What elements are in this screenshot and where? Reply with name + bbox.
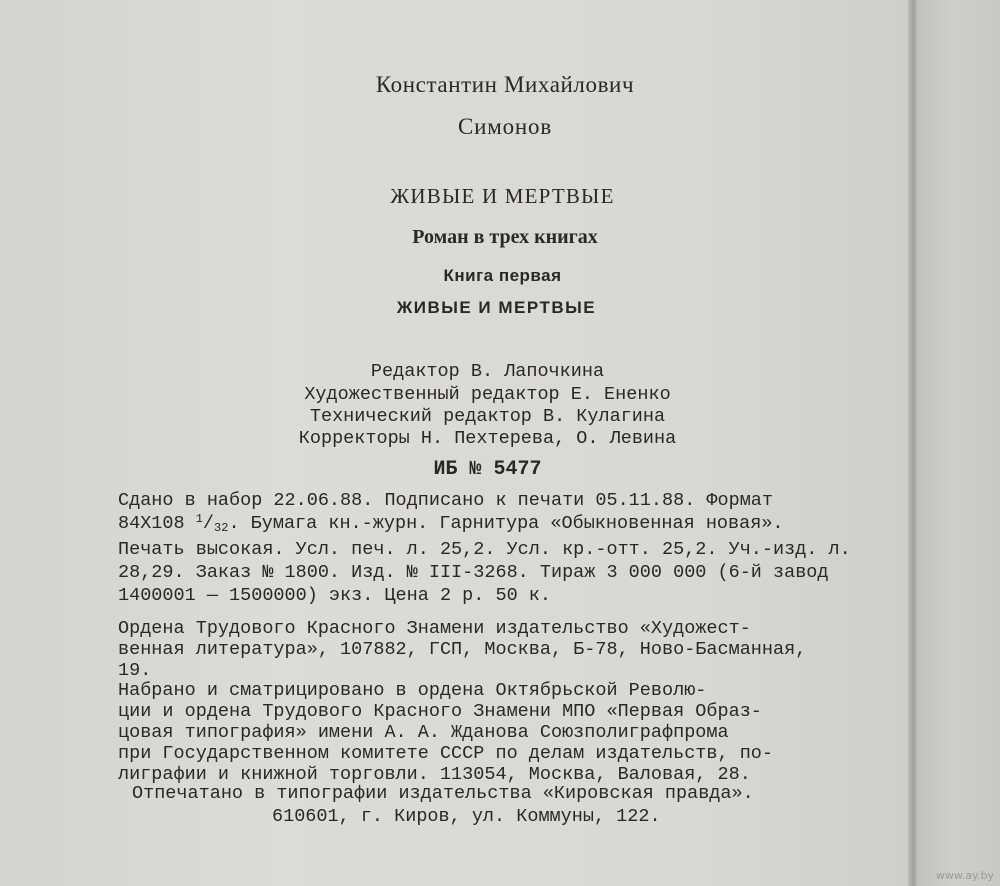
format-denominator: 32 <box>214 521 229 535</box>
author-surname: Симонов <box>458 114 552 139</box>
format-slash: / <box>202 513 215 534</box>
format-numerator: 1 <box>195 512 203 526</box>
printer-line: цовая типография» имени А. А. Жданова Союзполиграфпрома <box>118 722 729 743</box>
work-subtitle: Роман в трех книгах <box>412 226 598 248</box>
printer-address-line: 610601, г. Киров, ул. Коммуны, 122. <box>272 806 661 827</box>
book-title: ЖИВЫЕ И МЕРТВЫЕ <box>396 298 597 317</box>
proofreaders-line: Корректоры Н. Пехтерева, О. Левина <box>298 428 677 449</box>
ib-number: ИБ № 5477 <box>433 458 542 481</box>
format-text: 84Х108 <box>118 513 196 534</box>
printer-line: при Государственном комитете СССР по делам издательств, по- <box>118 743 774 764</box>
publisher-line: венная литература», 107882, ГСП, Москва, Б-78, Ново-Басманная, <box>118 639 807 660</box>
watermark: www.ay.by <box>935 869 994 882</box>
tech-line: Сдано в набор 22.06.88. Подписано к печати 05.11.88. Формат <box>118 490 774 511</box>
publisher-line: Ордена Трудового Красного Знамени издательство «Художест- <box>118 618 751 639</box>
printer-line: Набрано и сматрицировано в ордена Октябрьской Револю- <box>118 680 707 701</box>
tech-line: 1400001 — 1500000) экз. Цена 2 р. 50 к. <box>118 585 551 606</box>
printer-line: лиграфии и книжной торговли. 113054, Москва, Валовая, 28. <box>118 764 751 785</box>
book-label: Книга первая <box>443 266 562 285</box>
publisher-line: 19. <box>118 660 152 681</box>
art-editor-line: Художественный редактор Е. Ененко <box>304 384 671 405</box>
format-rest: . Бумага кн.-журн. Гарнитура «Обыкновенная новая». <box>228 513 784 534</box>
author-name: Константин Михайлович <box>375 72 635 97</box>
editor-line: Редактор В. Лапочкина <box>370 361 605 382</box>
tech-line: Печать высокая. Усл. печ. л. 25,2. Усл. кр.-отт. 25,2. Уч.-изд. л. <box>118 539 851 560</box>
printer-line: ции и ордена Трудового Красного Знамени МПО «Первая Образ- <box>118 701 762 722</box>
tech-editor-line: Технический редактор В. Кулагина <box>309 406 666 427</box>
printed-by-line: Отпечатано в типографии издательства «Кировская правда». <box>132 783 754 804</box>
tech-line-format <box>118 512 784 535</box>
tech-line: 28,29. Заказ № 1800. Изд. № III-3268. Тираж 3 000 000 (6-й завод <box>118 562 829 583</box>
work-title: ЖИВЫЕ И МЕРТВЫЕ <box>390 184 615 208</box>
